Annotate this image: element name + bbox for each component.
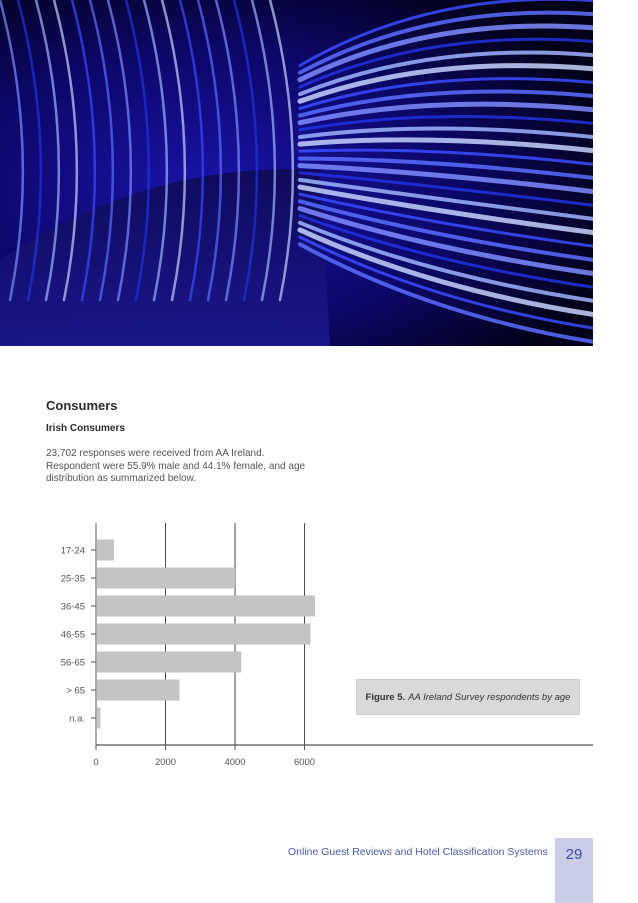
category-label: n.a. <box>69 713 85 725</box>
figure-caption <box>356 679 580 715</box>
bar <box>97 652 241 673</box>
section-body-text: 23,702 responses were received from AA Ireland. Respondent were 55.9% male and 44.1% female, and age distribution as summarized below. <box>46 448 306 484</box>
category-label: 36-45 <box>60 601 85 613</box>
bar <box>97 624 310 645</box>
figure-caption-label: Figure 5. <box>365 691 406 703</box>
bar <box>97 596 315 617</box>
hero-photo <box>0 0 593 346</box>
page-number: 29 <box>565 846 583 863</box>
x-tick-label: 2000 <box>154 757 177 768</box>
category-label: 46-55 <box>60 629 85 641</box>
bar <box>97 568 235 589</box>
age-bar-chart <box>0 515 638 775</box>
x-tick-label: 6000 <box>293 757 316 768</box>
section-title: Consumers <box>46 398 118 413</box>
figure-caption-text: AA Ireland Survey respondents by age <box>408 691 571 703</box>
tunnel-image <box>0 0 593 346</box>
footer-document-title: Online Guest Reviews and Hotel Classification Systems <box>288 846 548 858</box>
bar <box>97 680 179 701</box>
category-label: 56-65 <box>60 657 85 669</box>
category-label: > 65 <box>66 685 85 697</box>
category-label: 25-35 <box>60 573 85 585</box>
category-label: 17-24 <box>60 545 85 557</box>
x-tick-label: 4000 <box>224 757 246 768</box>
x-tick-label: 0 <box>93 757 99 768</box>
section-subtitle: Irish Consumers <box>46 423 125 434</box>
bar <box>97 708 101 729</box>
bar <box>97 540 114 561</box>
page-number-box <box>555 838 593 903</box>
